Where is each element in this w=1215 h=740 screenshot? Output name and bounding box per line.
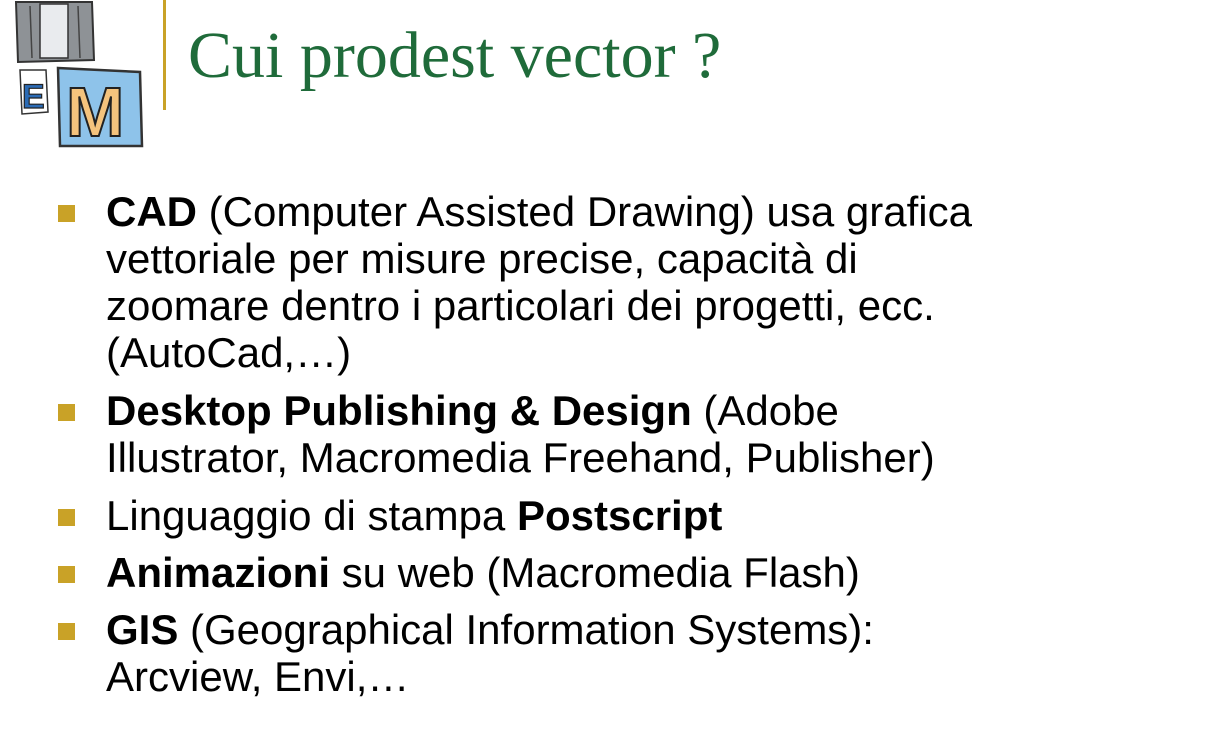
bullet-text: (Geographical Information Systems): (178, 606, 874, 653)
bullet-keyword: Desktop Publishing & Design (106, 387, 692, 434)
bullet-list (58, 188, 1188, 711)
bullet-line: Illustrator, Macromedia Freehand, Publisher) (106, 434, 935, 481)
logo-letter-e: E (22, 78, 45, 116)
bullet-line: Arcview, Envi,… (106, 653, 410, 700)
bullet-square-icon (58, 205, 75, 222)
bullet-square-icon (58, 566, 75, 583)
bullet-postscript (58, 492, 1188, 539)
bullet-line (106, 387, 1188, 434)
bullet-text: Linguaggio di stampa (106, 492, 517, 539)
logo-e-block (20, 70, 48, 116)
title-divider (163, 0, 166, 110)
bullet-line (106, 549, 1188, 596)
bullet-keyword: Postscript (516, 492, 723, 539)
em-logo-icon (8, 0, 150, 152)
bullet-square-icon (58, 509, 75, 526)
bullet-text: (Computer Assisted Drawing) usa grafica (197, 188, 972, 235)
bullet-keyword: CAD (106, 188, 197, 235)
slide-title: Cui prodest vector ? (188, 19, 722, 92)
bullet-cad (58, 188, 1188, 376)
bullet-line (106, 188, 1188, 235)
bullet-line (106, 606, 1188, 653)
bullet-text: su web (Macromedia Flash) (330, 549, 860, 596)
bullet-animazioni (58, 549, 1188, 596)
logo-gray-block (16, 2, 94, 62)
bullet-gis (58, 606, 1188, 700)
bullet-line (106, 492, 1188, 539)
bullet-desktop-publishing (58, 387, 1188, 481)
bullet-keyword: GIS (106, 606, 179, 653)
logo-letter-m: M (66, 73, 125, 151)
bullet-text: (Adobe (691, 387, 839, 434)
bullet-square-icon (58, 623, 75, 640)
bullet-line: (AutoCad,…) (106, 329, 352, 376)
logo-m-block (58, 68, 142, 151)
bullet-square-icon (58, 404, 75, 421)
bullet-line: vettoriale per misure precise, capacità di (106, 235, 858, 282)
bullet-line: zoomare dentro i particolari dei progetti, ecc. (106, 282, 935, 329)
bullet-keyword: Animazioni (106, 549, 331, 596)
